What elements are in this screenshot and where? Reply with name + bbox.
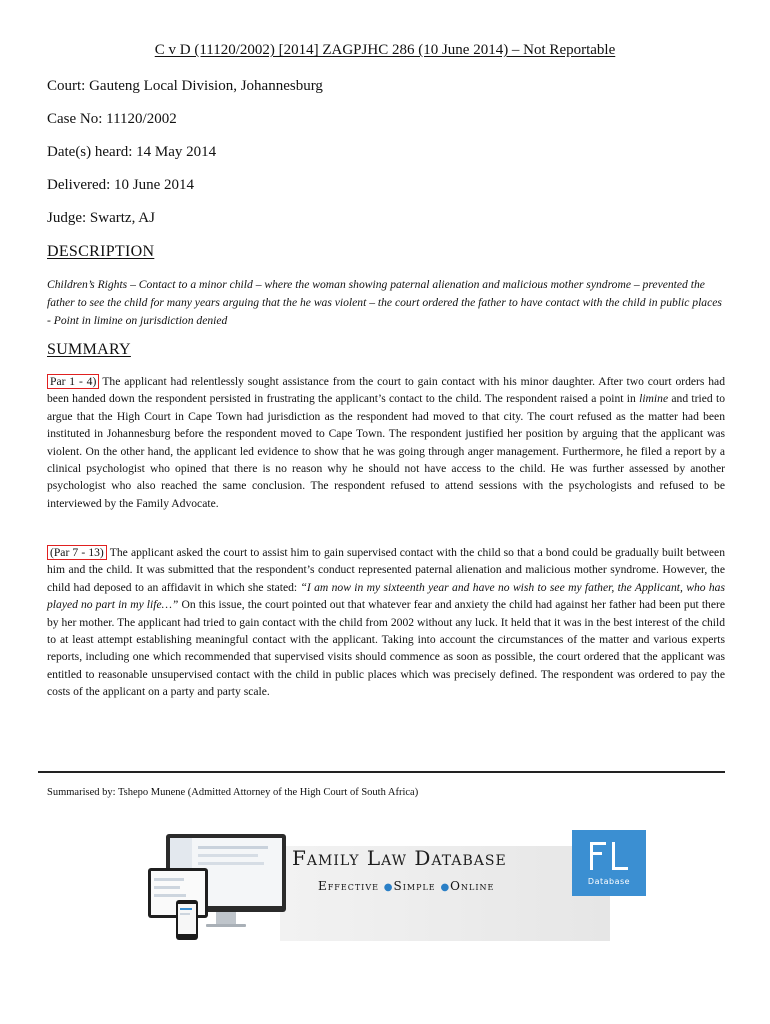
paragraph-text: The applicant had relentlessly sought assistance from the court to gain contact with his minor daughter. After two court orders had been handed down the respondent persisted in frustrating the applicant’s contact to the child. The respondent raised a point in (47, 375, 726, 406)
paragraph-reference-link[interactable]: (Par 7 - 13) (47, 545, 107, 560)
paragraph-text: The applicant asked the court to assist him to gain supervised contact with the child so that a bond could be gradually built between him and the child. It was submitted that the respondent’s conduct represented paternal alienation and malicious mother syndrome. However, the child had deposed to an affidavit in which she stated: (47, 546, 725, 594)
paragraph-text: and tried to argue that the High Court in Cape Town had jurisdiction as the respondent had moved to that city. The court refused as the matter had been instituted in Johannesburg before the respondent moved to Cape Town. The respondent justified her position by arguing that the applicant was violent. On the other hand, the applicant led evidence to show that he was going through anger management. Furthermore, he filed a report by a clinical psychologist who opined that there is no reason why he should not have access to the child. He was further assessed by another psychologist who also reached the same conclusion. The respondent refused to attend sessions with the psychologists and refused to be interviewed by the Family Advocate. (47, 392, 725, 510)
paragraph-reference-link[interactable]: Par 1 - 4) (47, 374, 99, 389)
tagline-word: Simple (393, 879, 436, 893)
court-line: Court: Gauteng Local Division, Johannesburg (47, 78, 323, 94)
banner-title: Family Law Database (292, 846, 507, 870)
summary-heading: SUMMARY (47, 341, 131, 358)
bullet-dot-icon: ● (383, 882, 394, 893)
bullet-dot-icon: ● (440, 882, 451, 893)
divider (38, 771, 725, 773)
affidavit-quote: “I am now in my sixteenth year and have no wish to see my father, the Applicant, who has played no part in my life…” (47, 580, 725, 612)
delivered-line: Delivered: 10 June 2014 (47, 177, 195, 193)
paragraph-italic-term: limine (639, 392, 669, 406)
tagline-word: Online (450, 879, 495, 893)
summary-paragraph-2 (47, 544, 725, 701)
family-law-database-banner[interactable] (140, 826, 650, 966)
description-heading: DESCRIPTION (47, 243, 155, 260)
logo-caption: Database (587, 877, 631, 886)
case-title: C v D (11120/2002) [2014] ZAGPJHC 286 (10 June 2014) – Not Reportable (154, 42, 616, 58)
devices-illustration-icon (140, 826, 300, 956)
summary-paragraph-1 (47, 373, 725, 512)
description-text: Children’s Rights – Contact to a minor child – where the woman showing paternal alienation and malicious mother syndrome – prevented the father to see the child for many years arguing that the he was violent – the court ordered the father to have contact with the child in public places - Point in limine on jurisdiction denied (47, 278, 722, 327)
date-heard-line: Date(s) heard: 14 May 2014 (47, 144, 217, 160)
banner-tagline (318, 879, 494, 893)
paragraph-text: On this issue, the court pointed out that whatever fear and anxiety the child had against her father had been put there by her mother. The applicant had tried to gain contact with the child from 2002 without any luck. It held that it was in the best interest of the child to at least attempt establishing meaningful contact with the applicant. Taking into account the circumstances of the matter and various experts reports, including one which recommended that supervised visits should commence as soon as possible, the court ordered that the applicant was entitled to reasonable unsupervised contact with the child in public places which was precisely defined. The respondent was ordered to pay the costs of the applicant on a party and party scale. (47, 598, 726, 699)
fl-logo (572, 830, 646, 896)
case-number-line: Case No: 11120/2002 (47, 111, 177, 127)
tagline-word: Effective (318, 879, 379, 893)
judge-line: Judge: Swartz, AJ (47, 210, 155, 226)
summarised-by: Summarised by: Tshepo Munene (Admitted Attorney of the High Court of South Africa) (47, 787, 419, 798)
fl-logo-icon (586, 838, 632, 874)
